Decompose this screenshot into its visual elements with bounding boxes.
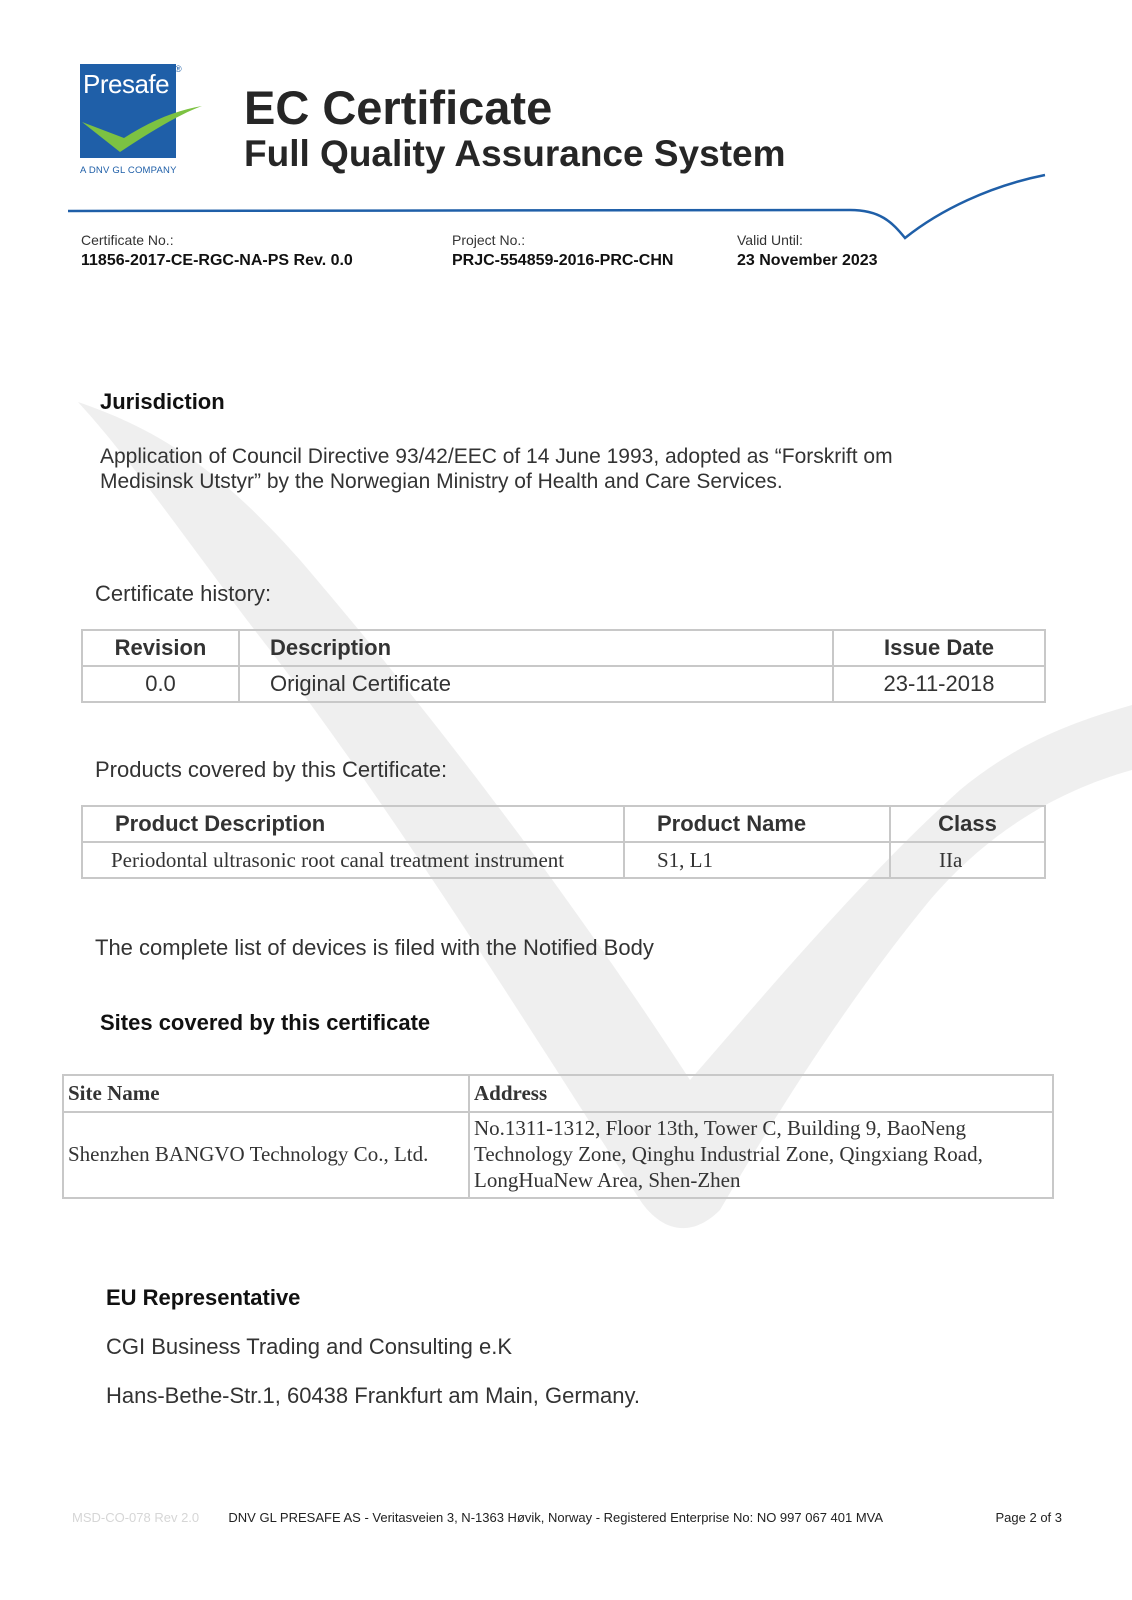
- page-subtitle: Full Quality Assurance System: [244, 133, 786, 174]
- sites-header-address: Address: [469, 1075, 1053, 1112]
- page-footer: [72, 1510, 1062, 1525]
- history-header-issue-date: Issue Date: [833, 630, 1045, 666]
- sites-cell-address: No.1311-1312, Floor 13th, Tower C, Building 9, BaoNeng Technology Zone, Qinghu Industrial Zone, Qingxiang Road, LongHuaNew Area, Shen-Zhen: [469, 1112, 1053, 1198]
- logo-tagline: A DNV GL COMPANY: [80, 165, 177, 176]
- history-table: [81, 629, 1046, 703]
- history-cell-revision: 0.0: [82, 666, 239, 702]
- logo-check-icon: [80, 64, 210, 164]
- products-table: [81, 805, 1046, 879]
- eu-rep-name: CGI Business Trading and Consulting e.K: [106, 1334, 513, 1359]
- page-title: EC Certificate: [244, 81, 553, 134]
- certificate-number-field: [81, 232, 353, 270]
- sites-table: [62, 1074, 1054, 1199]
- footer-registration: Registered Enterprise No: NO 997 067 401 MVA: [603, 1510, 884, 1525]
- products-cell-name: S1, L1: [624, 842, 890, 878]
- sites-cell-site-name: Shenzhen BANGVO Technology Co., Ltd.: [63, 1112, 469, 1198]
- history-header-revision: Revision: [82, 630, 239, 666]
- history-header-row: [82, 630, 1045, 666]
- footer-separator: -: [360, 1510, 373, 1525]
- project-number-value: PRJC-554859-2016-PRC-CHN: [452, 252, 674, 269]
- footer-form-code: MSD-CO-078 Rev 2.0: [72, 1510, 200, 1525]
- products-header-row: [82, 806, 1045, 842]
- certificate-number-label: Certificate No.:: [81, 232, 174, 248]
- footer-page-number: Page 2 of 3: [995, 1510, 1062, 1525]
- history-caption: Certificate history:: [95, 581, 272, 606]
- footer-separator: -: [592, 1510, 604, 1525]
- table-row: [63, 1112, 1053, 1198]
- logo-registered-mark: ®: [175, 64, 182, 74]
- footer-address: Veritasveien 3, N-1363 Høvik, Norway: [372, 1510, 593, 1525]
- valid-until-value: 23 November 2023: [737, 252, 878, 269]
- sites-header-site-name: Site Name: [63, 1075, 469, 1112]
- products-header-class: Class: [890, 806, 1045, 842]
- logo-wordmark: Presafe: [83, 69, 170, 99]
- jurisdiction-heading: Jurisdiction: [100, 389, 225, 414]
- history-header-description: Description: [239, 630, 833, 666]
- sites-heading: Sites covered by this certificate: [100, 1010, 431, 1035]
- jurisdiction-text: Application of Council Directive 93/42/EEC of 14 June 1993, adopted as “Forskrift om Medisinsk Utstyr” by the Norwegian Ministry of Health and Care Services.: [100, 445, 893, 493]
- presafe-logo: [80, 64, 210, 180]
- certificate-number-value: 11856-2017-CE-RGC-NA-PS Rev. 0.0: [81, 252, 353, 269]
- valid-until-field: [737, 232, 878, 270]
- products-cell-class: IIa: [890, 842, 1045, 878]
- valid-until-label: Valid Until:: [737, 232, 803, 248]
- products-caption: Products covered by this Certificate:: [95, 757, 448, 782]
- footer-company: DNV GL PRESAFE AS: [228, 1510, 361, 1525]
- eu-rep-heading: EU Representative: [106, 1285, 301, 1310]
- products-header-description: Product Description: [82, 806, 624, 842]
- table-row: [82, 842, 1045, 878]
- devices-note: The complete list of devices is filed with the Notified Body: [95, 935, 654, 960]
- history-cell-description: Original Certificate: [239, 666, 833, 702]
- table-row: [82, 666, 1045, 702]
- eu-rep-address: Hans-Bethe-Str.1, 60438 Frankfurt am Main, Germany.: [106, 1383, 640, 1408]
- project-number-label: Project No.:: [452, 232, 526, 248]
- products-cell-description: Periodontal ultrasonic root canal treatment instrument: [82, 842, 624, 878]
- history-cell-issue-date: 23-11-2018: [833, 666, 1045, 702]
- products-header-name: Product Name: [624, 806, 890, 842]
- project-number-field: [452, 232, 673, 270]
- sites-header-row: [63, 1075, 1053, 1112]
